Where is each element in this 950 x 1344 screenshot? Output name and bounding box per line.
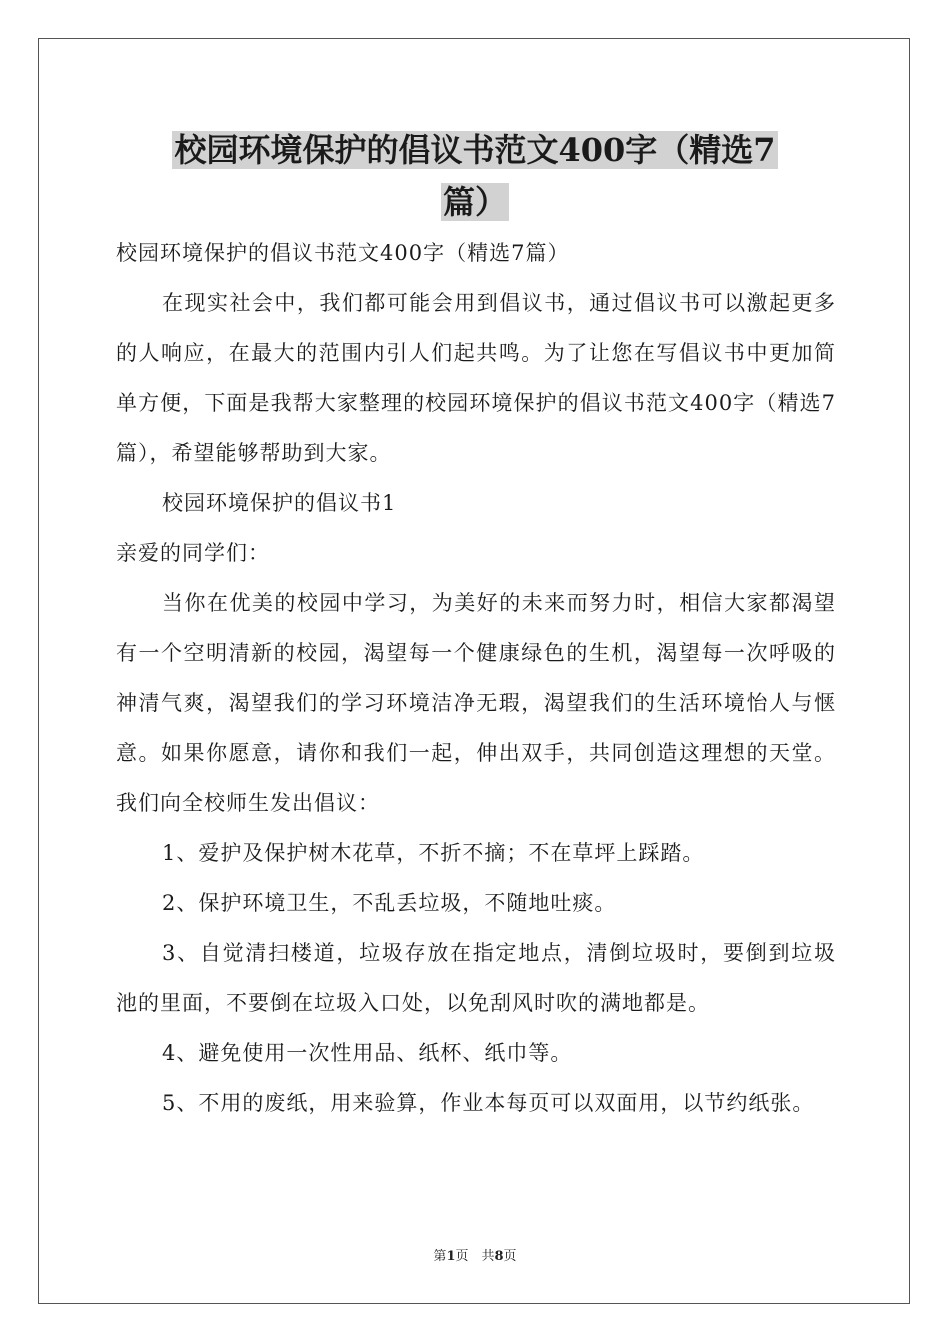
list-item: 4、避免使用一次性用品、纸杯、纸巾等。 (162, 1041, 573, 1065)
total-page-number: 8 (494, 1249, 504, 1264)
document-body (116, 228, 836, 1128)
document-title (0, 124, 950, 228)
intro-paragraph: 在现实社会中，我们都可能会用到倡议书，通过倡议书可以激起更多的人响应，在最大的范围内引人们起共鸣。为了让您在写倡议书中更加简单方便，下面是我帮大家整理的校园环境保护的倡议书范文400字（精选7篇），希望能够帮助到大家。 (116, 291, 836, 465)
title-line-2: 篇） (442, 183, 507, 221)
list-item: 1、爱护及保护树木花草，不折不摘；不在草坪上踩踏。 (162, 841, 705, 865)
current-page-number: 1 (446, 1249, 456, 1264)
footer-suffix: 页 (503, 1249, 517, 1264)
page-footer (0, 1245, 950, 1264)
list-item: 3、自觉清扫楼道，垃圾存放在指定地点，清倒垃圾时，要倒到垃圾池的里面，不要倒在垃圾入口处，以免刮风时吹的满地都是。 (116, 941, 836, 1015)
section-heading: 校园环境保护的倡议书1 (162, 491, 397, 515)
footer-prefix: 第 (433, 1249, 447, 1264)
list-item: 2、保护环境卫生，不乱丢垃圾，不随地吐痰。 (162, 891, 617, 915)
body-paragraph: 当你在优美的校园中学习，为美好的未来而努力时，相信大家都渴望有一个空明清新的校园，渴望每一个健康绿色的生机，渴望每一次呼吸的神清气爽，渴望我们的学习环境洁净无瑕，渴望我们的生活环境怡人与惬意。如果你愿意，请你和我们一起，伸出双手，共同创造这理想的天堂。我们向全校师生发出倡议： (116, 591, 836, 815)
subtitle: 校园环境保护的倡议书范文400字（精选7篇） (116, 241, 570, 265)
title-line-1: 校园环境保护的倡议书范文400字（精选7 (174, 131, 776, 169)
salutation: 亲爱的同学们： (116, 541, 270, 565)
list-item: 5、不用的废纸，用来验算，作业本每页可以双面用，以节约纸张。 (162, 1091, 815, 1115)
footer-mid: 页 共 (455, 1249, 495, 1264)
